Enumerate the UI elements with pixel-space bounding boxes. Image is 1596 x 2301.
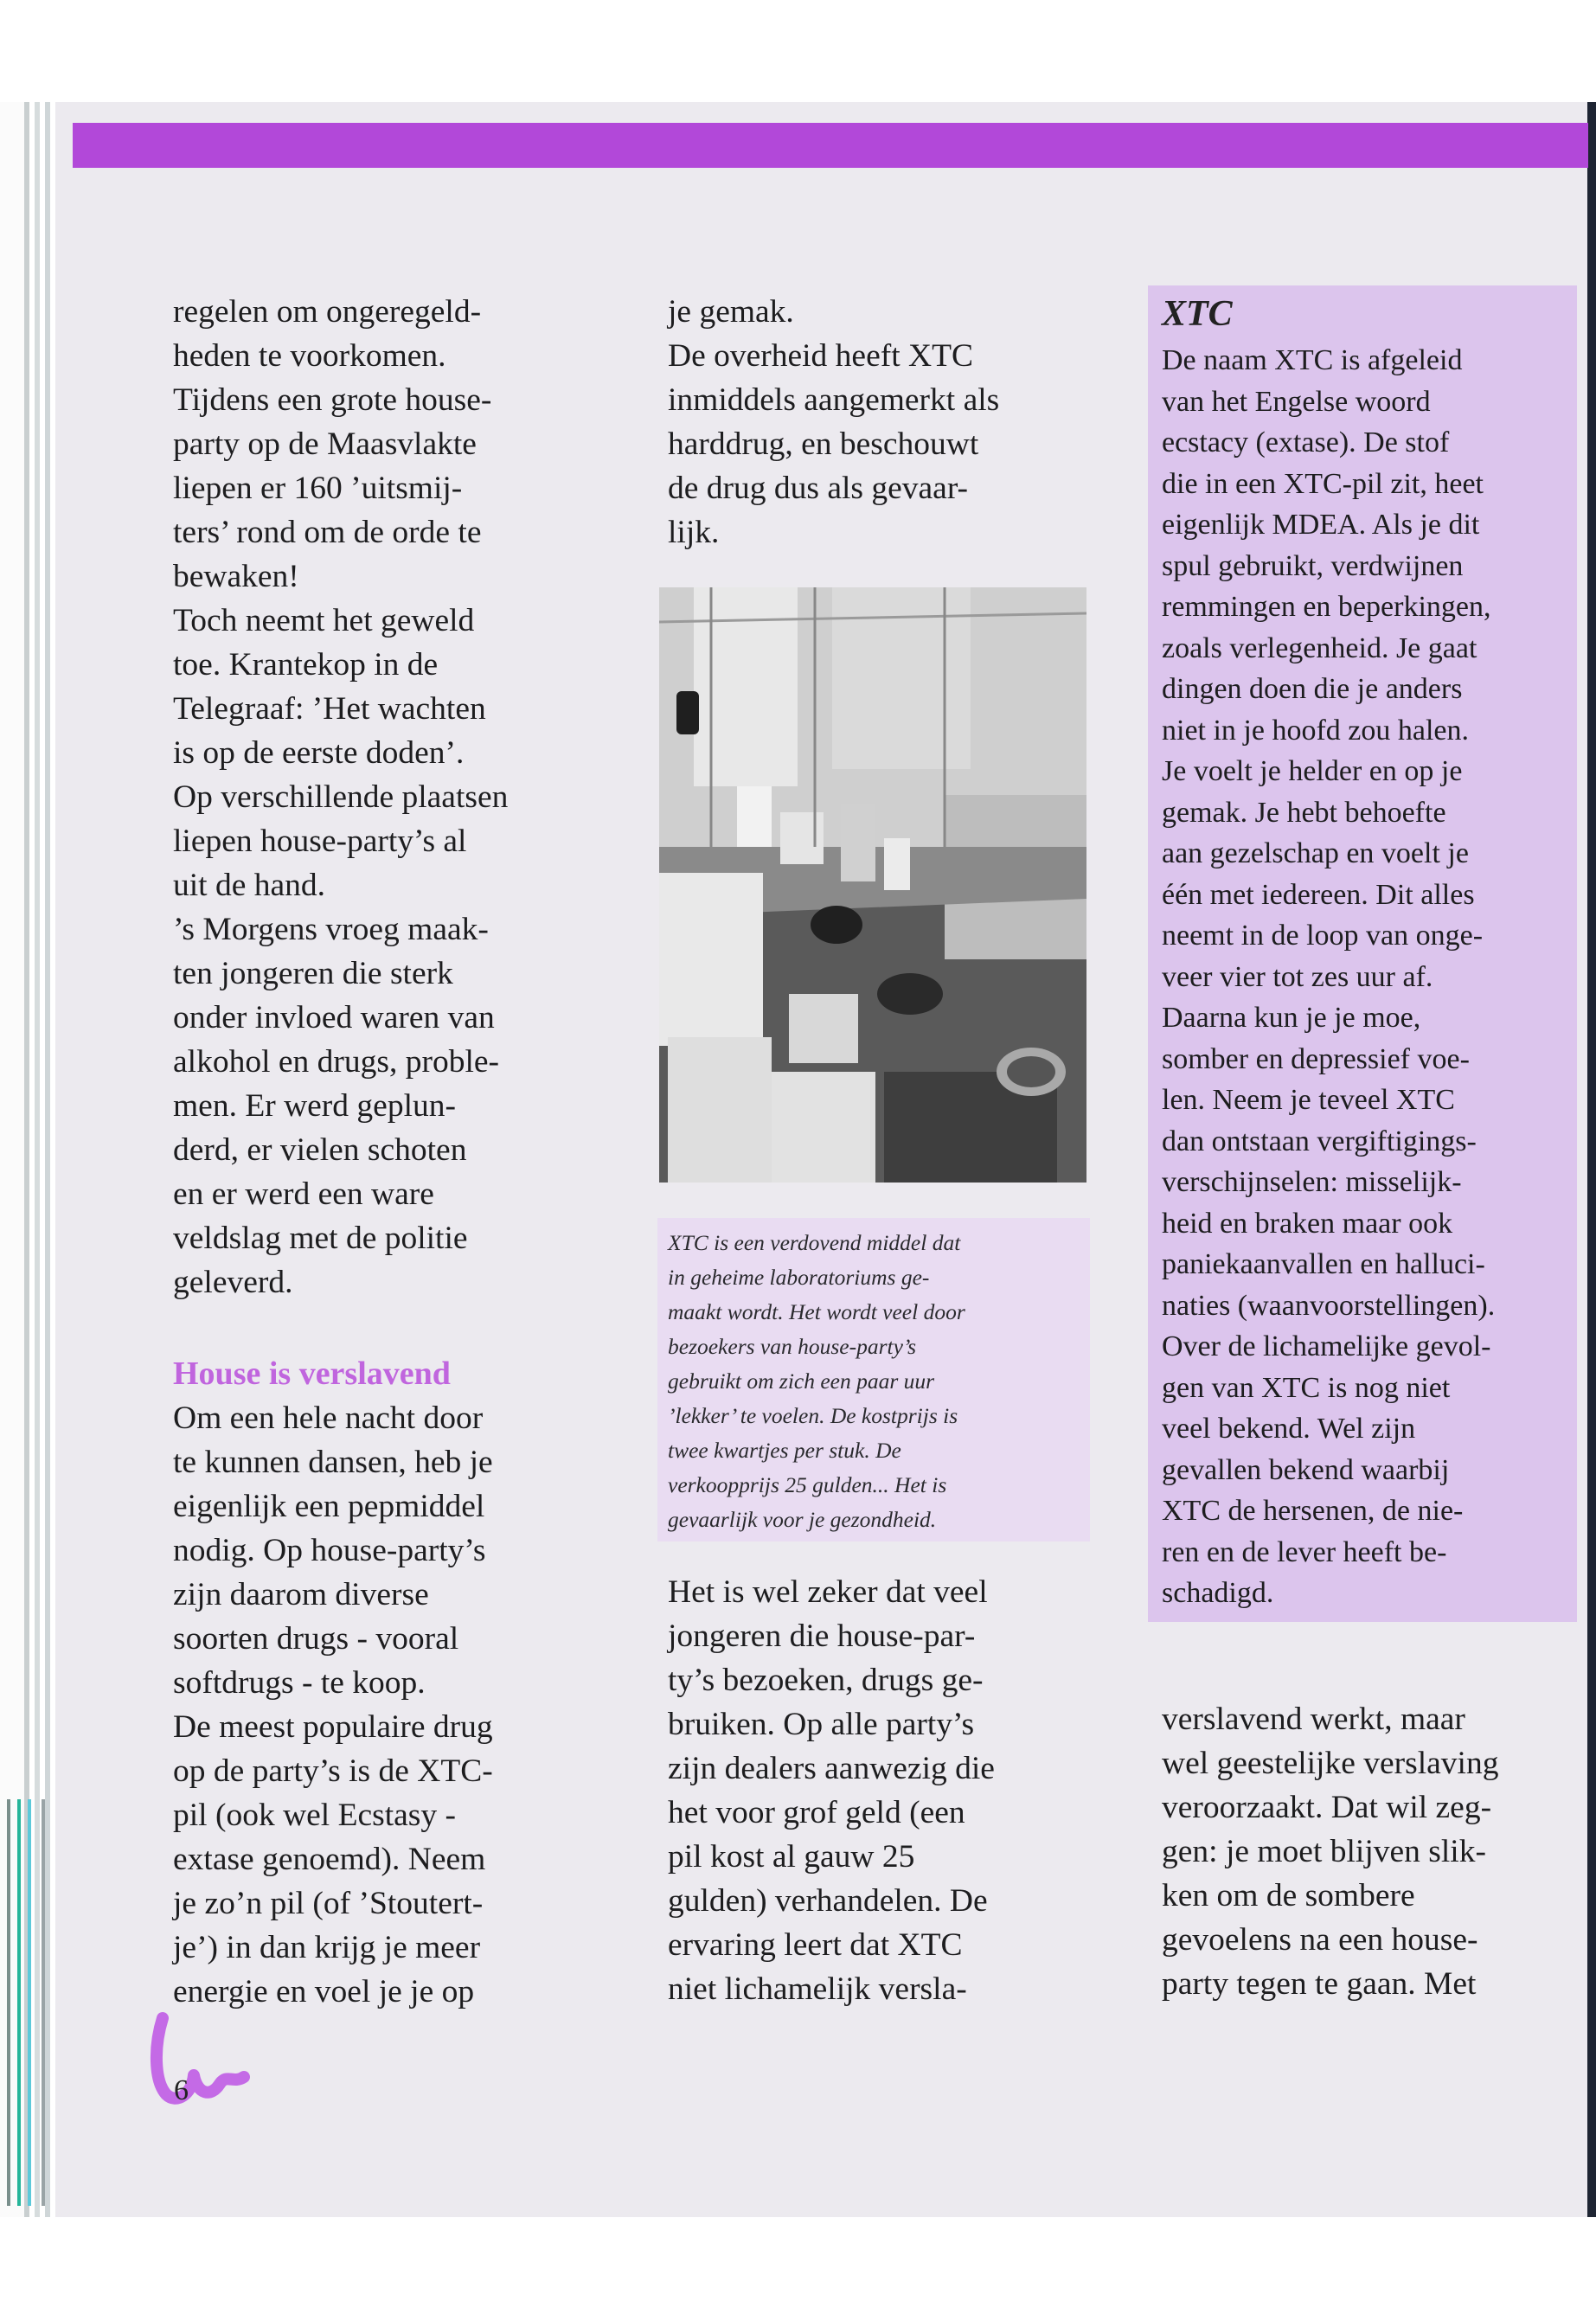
left-column-text-continued: Om een hele nacht door te kunnen dansen, heb je eigenlijk een pepmiddel nodig. Op house-party’s zijn daarom diverse soorten drugs - vooral softdrugs - te koop. De meest populaire drug op de party’s is de XTC- pil (ook wel Ecstasy - extase genoemd). Neem je zo’n pil (of ’Stoutert- je’) in dan krijg je meer energie en voel je je op bbox=[173, 1400, 493, 2009]
sidebar-title: XTC bbox=[1162, 294, 1233, 334]
scan-top-margin bbox=[0, 0, 1596, 102]
header-accent-band bbox=[73, 123, 1588, 168]
lab-photo bbox=[659, 587, 1086, 1183]
scan-bottom-margin bbox=[0, 2217, 1596, 2301]
middle-column-text-continued: Het is wel zeker dat veel jongeren die house-par- ty’s bezoeken, drugs ge- bruiken. Op alle party’s zijn dealers aanwezig die het voor grof geld (een pil kost al gauw 25 gulden) verhandelen. De ervaring leert dat XTC niet lichamelijk versla- bbox=[668, 1574, 995, 2007]
middle-column-text: je gemak. De overheid heeft XTC inmiddels aangemerkt als harddrug, en beschouwt de drug dus als gevaar- lijk. bbox=[668, 294, 1000, 550]
page-logo-icon bbox=[147, 2011, 260, 2106]
left-column-text: regelen om ongeregeld- heden te voorkomen. Tijdens een grote house- party op de Maasvlakte liepen er 160 ’uitsmij- ters’ rond om de orde te bewaken! Toch neemt het geweld toe. Krantekop in de Telegraaf: ’Het wachten is op de eerste doden’. Op verschillende plaatsen liepen house-party’s al uit de hand. ’s Morgens vroeg maak- ten jongeren die sterk onder invloed waren van alkohol en drugs, proble- men. Er werd geplun- derd, er vielen schoten en er werd een ware veldslag met de politie geleverd. bbox=[173, 294, 509, 1300]
page-right-edge bbox=[1587, 102, 1596, 2217]
right-column-text: verslavend werkt, maar wel geestelijke verslaving veroorzaakt. Dat wil zeg- gen: je moet blijven slik- ken om de sombere gevoelens na een house- party tegen te gaan. Met bbox=[1162, 1702, 1499, 2002]
photo-caption: XTC is een verdovend middel dat in geheime laboratoriums ge- maakt wordt. Het wordt veel door bezoekers van house-party’s gebruikt om zich een paar uur ’lekker’ te voelen. De kostprijs is twee kwartjes per stuk. De verkoopprijs 25 gulden... Het is gevaarlijk voor je gezondheid. bbox=[668, 1230, 965, 1532]
sidebar-text: De naam XTC is afgeleid van het Engelse woord ecstacy (extase). De stof die in een XTC-pil zit, heet eigenlijk MDEA. Als je dit spul gebruikt, verdwijnen remmingen en beperkingen, zoals verlegenheid. Je gaat dingen doen die je anders niet in je hoofd zou halen. Je voelt je helder en op je gemak. Je hebt behoefte aan gezelschap en voelt je één met iedereen. Dit alles neemt in de loop van onge- veer vier tot zes uur af. Daarna kun je je moe, somber en depressief voe- len. Neem je teveel XTC dan ontstaan vergiftigings- verschijnselen: misselijk- heid en braken maar ook paniekaanvallen en halluci- naties (waanvoorstellingen). Over de lichamelijke gevol- gen van XTC is nog niet veel bekend. Wel zijn gevallen bekend waarbij XTC de hersenen, de nie- ren en de lever heeft be- schadigd. bbox=[1162, 344, 1496, 1609]
section-heading: House is verslavend bbox=[173, 1356, 451, 1392]
page-edge-stripes bbox=[7, 1799, 59, 2206]
page-number: 6 bbox=[174, 2074, 189, 2106]
